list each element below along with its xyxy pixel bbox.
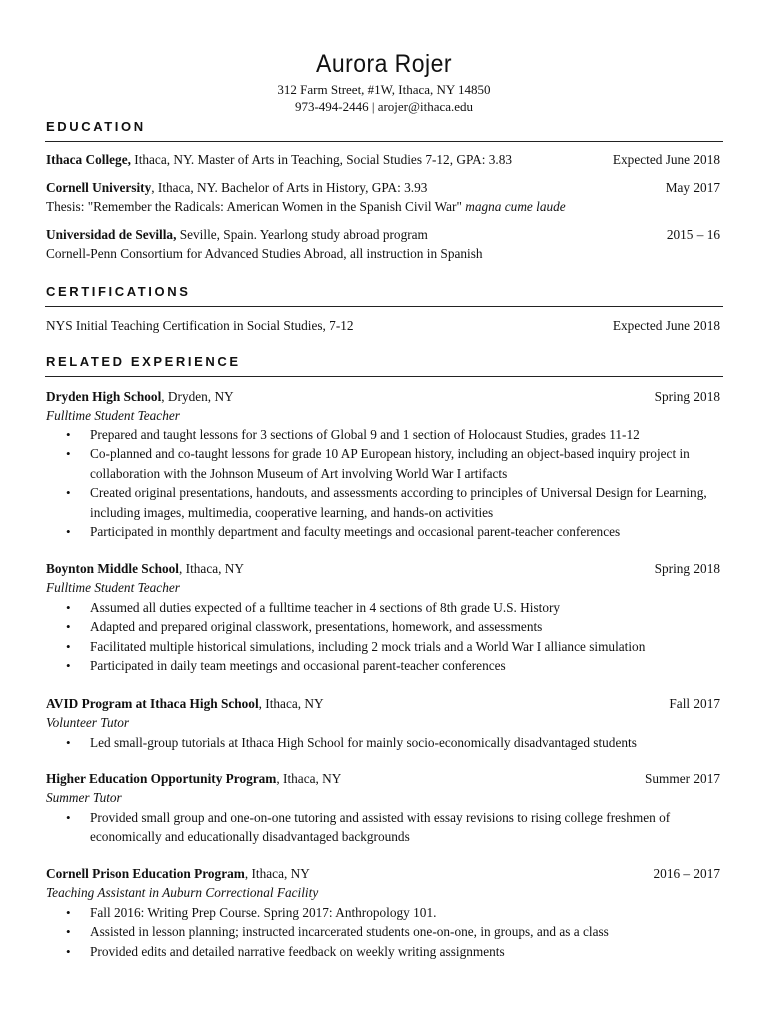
thesis-honor: magna cume laude [465,199,566,214]
study-abroad-note: Cornell-Penn Consortium for Advanced Studies Abroad, all instruction in Spanish [46,246,483,261]
bullet-item: • Facilitated multiple historical simulations, including 2 mock trials and a World War I alliance simulation [46,637,722,656]
experience-entry [46,559,720,578]
experience-entry [46,694,720,713]
education-divider [45,141,723,142]
experience-org: AVID Program at Ithaca High School [46,696,259,711]
bullet-item: • Created original presentations, handouts, and assessments according to principles of Universal Design for Learning, including images, multimedia, cooperative learning, and hands-on activities [46,483,722,522]
experience-entry [46,769,720,788]
experience-location: , Ithaca, NY [179,561,244,576]
bullet-item: • Fall 2016: Writing Prep Course. Spring 2017: Anthropology 101. [46,903,722,922]
experience-location: , Ithaca, NY [258,696,324,711]
bullet-item: • Led small-group tutorials at Ithaca High School for mainly socio-economically disadvantaged students [46,733,722,752]
experience-date: Summer 2017 [645,771,720,786]
thesis-text: Thesis: "Remember the Radicals: American Women in the Spanish Civil War" [46,199,466,214]
certification-text: NYS Initial Teaching Certification in Social Studies, 7-12 [46,318,354,333]
education-date: Expected June 2018 [612,152,720,167]
experience-role: Volunteer Tutor [46,715,130,730]
certifications-heading: CERTIFICATIONS [46,284,191,299]
education-date: 2015 – 16 [666,227,720,242]
certification-date: Expected June 2018 [612,318,720,333]
experience-location: , Ithaca, NY [244,866,310,881]
experience-date: 2016 – 2017 [653,866,720,881]
certifications-divider [45,306,723,307]
experience-entry [46,387,720,406]
experience-location: , Dryden, NY [161,389,234,404]
education-entry [46,225,720,244]
experience-date: Spring 2018 [654,561,720,576]
experience-role: Fulltime Student Teacher [46,580,180,595]
bullet-item: • Participated in daily team meetings and occasional parent-teacher conferences [46,656,722,675]
bullet-item: • Adapted and prepared original classwork, presentations, homework, and assessments [46,617,722,636]
thesis-line [46,197,566,216]
bullet-item: • Assumed all duties expected of a fulltime teacher in 4 sections of 8th grade U.S. History [46,598,722,617]
experience-org: Higher Education Opportunity Program [46,771,277,786]
candidate-name: Aurora Rojer [316,50,452,78]
contact-line: 973-494-2446 | arojer@ithaca.edu [294,99,474,114]
bullet-item: • Assisted in lesson planning; instructed incarcerated students one-on-one, in groups, and as a class [46,922,722,941]
experience-heading: RELATED EXPERIENCE [46,354,241,369]
education-org: Ithaca College, [46,152,131,167]
experience-org: Dryden High School [46,389,162,404]
experience-location: , Ithaca, NY [276,771,342,786]
experience-role: Fulltime Student Teacher [46,408,180,423]
experience-divider [45,376,723,377]
bullet-item: • Provided small group and one-on-one tutoring and assisted with essay revisions to rising college freshmen of economically and educationally disadvantaged backgrounds [46,808,722,847]
experience-bullets [46,733,722,752]
experience-date: Fall 2017 [669,696,720,711]
education-entry [46,178,720,197]
experience-bullets [46,808,722,847]
bullet-item: • Co-planned and co-taught lessons for grade 10 AP European history, including an object-based inquiry project in collaboration with the Johnson Museum of Art involving World War I artifacts [46,444,722,483]
experience-org: Boynton Middle School [46,561,179,576]
experience-bullets [46,598,722,676]
experience-bullets [46,903,722,961]
experience-entry [46,864,720,883]
experience-bullets [46,425,722,541]
experience-date: Spring 2018 [654,389,720,404]
education-detail: Ithaca, NY. Master of Arts in Teaching, Social Studies 7-12, GPA: 3.83 [130,152,513,167]
education-entry [46,150,720,169]
bullet-item: • Prepared and taught lessons for 3 sections of Global 9 and 1 section of Holocaust Studies, grades 11-12 [46,425,722,444]
experience-role: Teaching Assistant in Auburn Correctional Facility [46,885,319,900]
education-heading: EDUCATION [46,119,146,134]
education-date: May 2017 [665,180,720,195]
education-detail: , Ithaca, NY. Bachelor of Arts in History, GPA: 3.93 [151,180,428,195]
education-detail: Seville, Spain. Yearlong study abroad program [176,227,428,242]
address-line: 312 Farm Street, #1W, Ithaca, NY 14850 [277,82,491,97]
experience-role: Summer Tutor [46,790,122,805]
education-org: Universidad de Sevilla, [46,227,177,242]
certification-entry [46,316,720,335]
bullet-item: • Participated in monthly department and faculty meetings and occasional parent-teacher conferences [46,522,722,541]
bullet-item: • Provided edits and detailed narrative feedback on weekly writing assignments [46,942,722,961]
education-org: Cornell University [46,180,152,195]
experience-org: Cornell Prison Education Program [46,866,245,881]
